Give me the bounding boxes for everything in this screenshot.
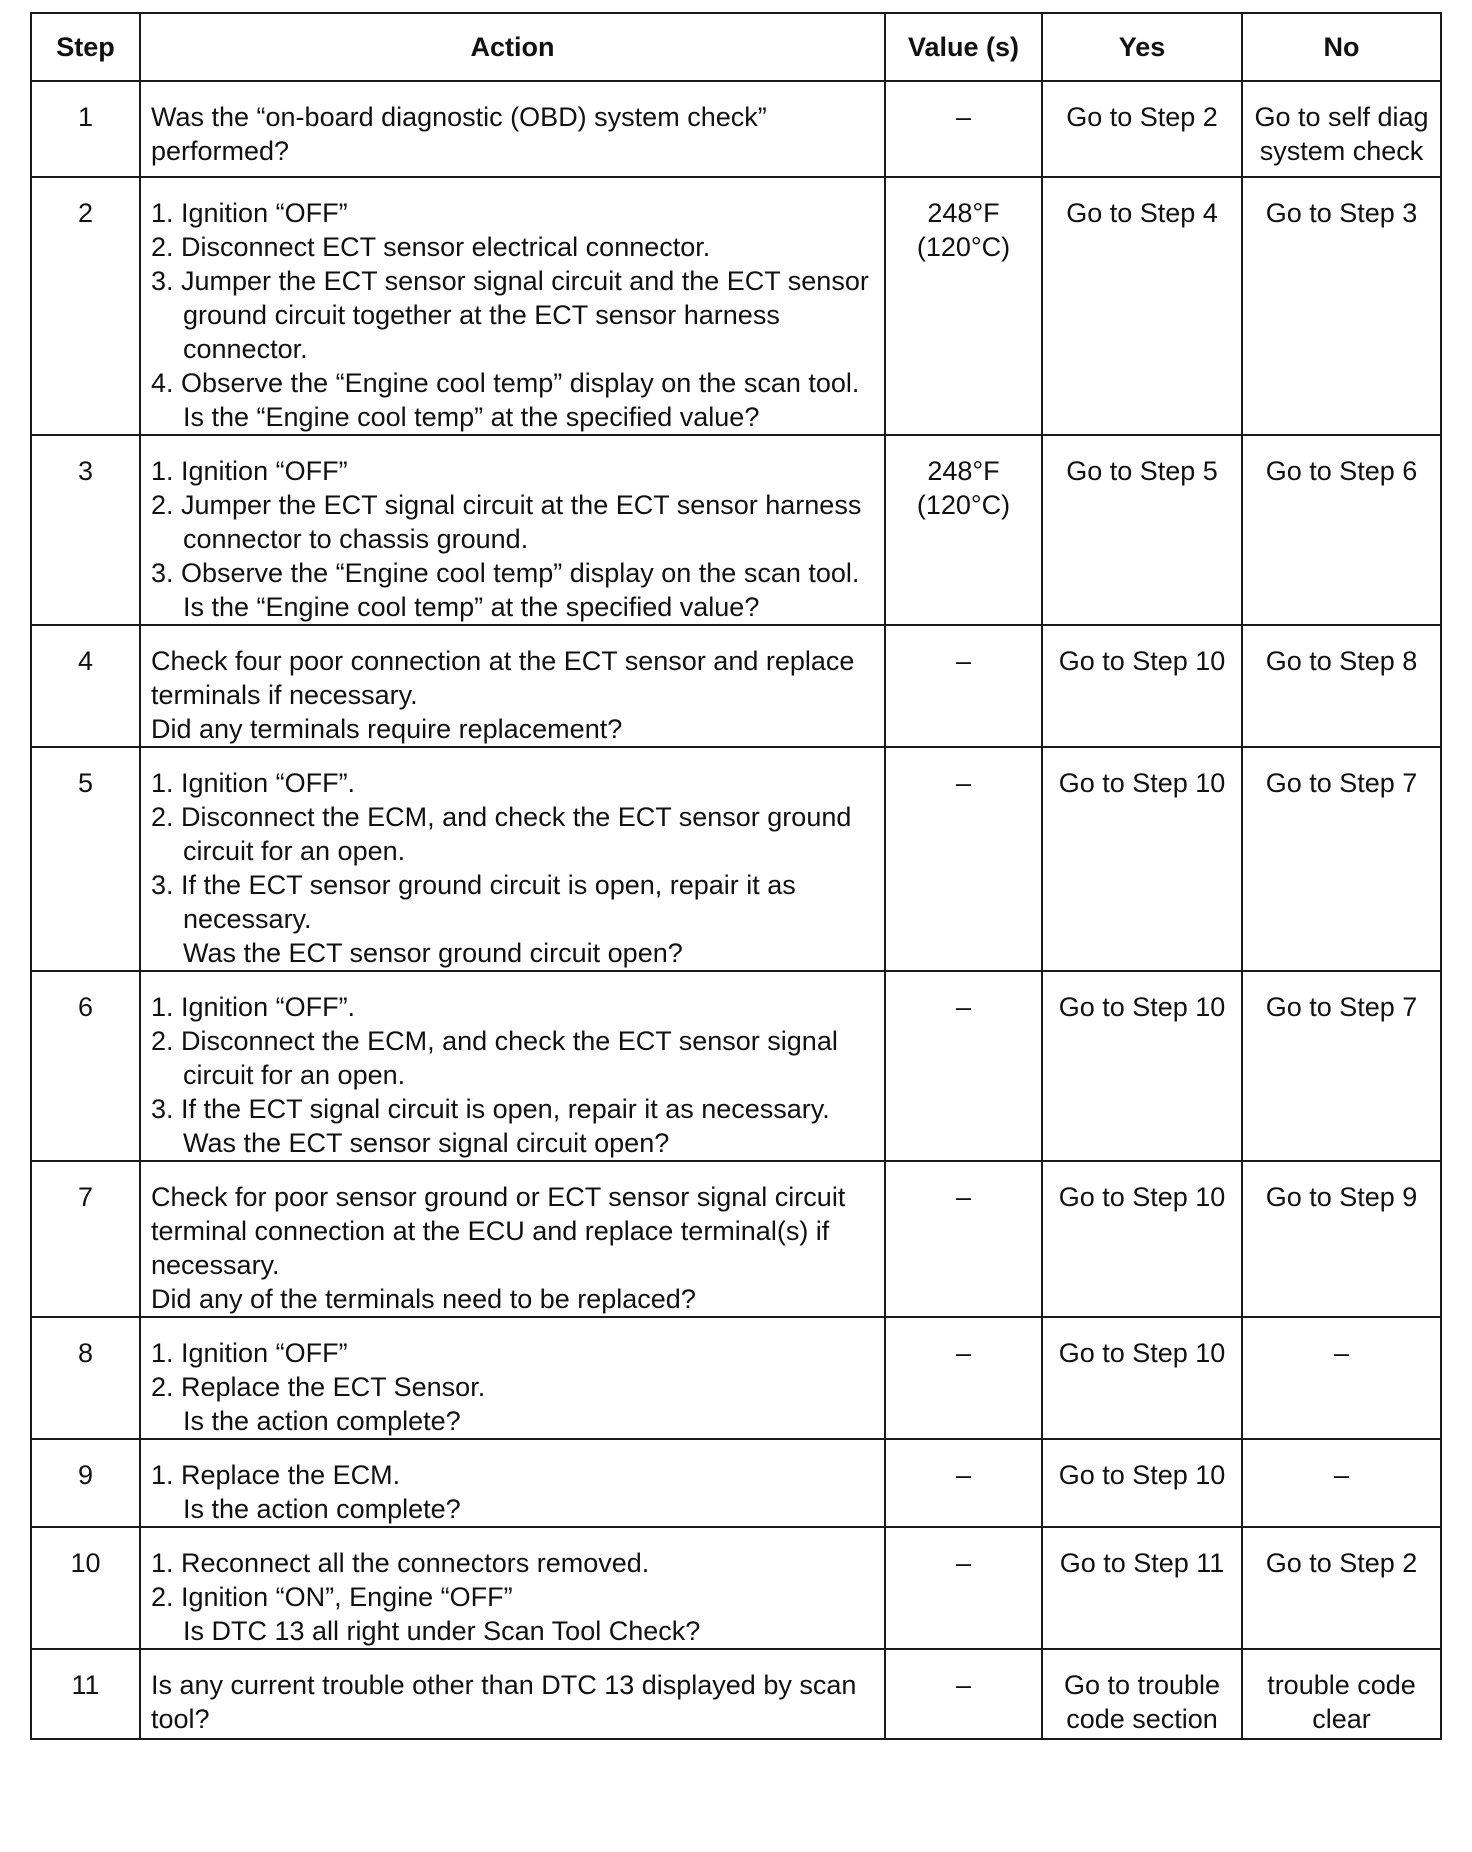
action-line: terminals if necessary. [151, 680, 418, 710]
action-line: Is any current trouble other than DTC 13 displayed by scan [151, 1670, 857, 1700]
action-line: 1. Ignition “OFF” [151, 456, 348, 486]
action-line: 2. Disconnect the ECM, and check the ECT sensor ground [151, 802, 852, 832]
step-cell: 9 [31, 1439, 140, 1527]
action-line: 1. Ignition “OFF” [151, 1338, 348, 1368]
no-cell-line: Go to Step 2 [1265, 1548, 1418, 1578]
no-cell-line: clear [1312, 1704, 1371, 1734]
step-cell: 5 [31, 747, 140, 971]
table-row [31, 81, 1441, 177]
value-cell [885, 81, 1042, 177]
action-line: 2. Ignition “ON”, Engine “OFF” [151, 1582, 513, 1612]
no-cell-line: – [1333, 1460, 1350, 1490]
table-row [31, 1161, 1441, 1317]
action-line: 2. Disconnect ECT sensor electrical connector. [151, 232, 711, 262]
table-row [31, 1649, 1441, 1739]
value-cell-line: – [955, 1182, 972, 1212]
yes-cell-line: Go to Step 10 [1058, 646, 1226, 676]
action-line: 2. Replace the ECT Sensor. [151, 1372, 486, 1402]
action-cell [140, 1439, 885, 1527]
value-cell [885, 435, 1042, 625]
yes-cell [1042, 1649, 1242, 1739]
step-cell: 7 [31, 1161, 140, 1317]
step-cell: 2 [31, 177, 140, 435]
yes-cell-line: Go to Step 2 [1066, 102, 1218, 132]
yes-cell-line: Go to Step 10 [1058, 1182, 1226, 1212]
action-line: 3. If the ECT sensor ground circuit is open, repair it as [151, 870, 796, 900]
table-row [31, 971, 1441, 1161]
yes-cell-line: Go to Step 5 [1066, 456, 1218, 486]
value-cell-line: – [955, 1548, 972, 1578]
value-cell-line: – [955, 1460, 972, 1490]
action-line: Was the ECT sensor signal circuit open? [183, 1128, 670, 1158]
table-body [31, 81, 1441, 1739]
action-line: Is DTC 13 all right under Scan Tool Check? [183, 1616, 701, 1646]
action-cell [140, 1527, 885, 1649]
action-cell [140, 81, 885, 177]
no-cell-line: Go to Step 9 [1265, 1182, 1418, 1212]
value-cell [885, 1649, 1042, 1739]
yes-cell [1042, 1439, 1242, 1527]
header-action: Action [140, 13, 885, 81]
yes-cell-line: code section [1066, 1704, 1218, 1734]
value-cell-line: – [955, 992, 972, 1022]
no-cell [1242, 1649, 1441, 1739]
action-line: necessary. [151, 1250, 280, 1280]
action-line: Is the action complete? [183, 1494, 461, 1524]
value-cell-line: (120°C) [916, 490, 1011, 520]
table-row [31, 435, 1441, 625]
table-row [31, 1527, 1441, 1649]
action-line: Is the “Engine cool temp” at the specified value? [183, 402, 760, 432]
action-line: 1. Ignition “OFF” [151, 198, 348, 228]
step-cell: 11 [31, 1649, 140, 1739]
table-row [31, 747, 1441, 971]
value-cell [885, 177, 1042, 435]
action-line: 4. Observe the “Engine cool temp” display on the scan tool. [151, 368, 860, 398]
action-line: Check four poor connection at the ECT sensor and replace [151, 646, 855, 676]
action-line: Is the “Engine cool temp” at the specified value? [183, 592, 760, 622]
action-cell [140, 435, 885, 625]
action-line: performed? [151, 136, 290, 166]
value-cell [885, 1439, 1042, 1527]
action-line: Check for poor sensor ground or ECT sensor signal circuit [151, 1182, 846, 1212]
yes-cell-line: Go to Step 10 [1058, 1338, 1226, 1368]
no-cell [1242, 747, 1441, 971]
no-cell [1242, 435, 1441, 625]
action-line: 1. Ignition “OFF”. [151, 992, 356, 1022]
no-cell [1242, 1439, 1441, 1527]
table-row [31, 625, 1441, 747]
header-step: Step [31, 13, 140, 81]
no-cell [1242, 1527, 1441, 1649]
action-line: Was the ECT sensor ground circuit open? [183, 938, 683, 968]
no-cell-line: Go to Step 3 [1265, 198, 1418, 228]
step-cell: 8 [31, 1317, 140, 1439]
no-cell [1242, 971, 1441, 1161]
value-cell [885, 625, 1042, 747]
yes-cell-line: Go to Step 10 [1058, 992, 1226, 1022]
action-line: 3. Jumper the ECT sensor signal circuit and the ECT sensor [151, 266, 869, 296]
action-cell [140, 1161, 885, 1317]
diagnostic-table [30, 12, 1442, 1740]
yes-cell-line: Go to Step 4 [1066, 198, 1218, 228]
header-value: Value (s) [885, 13, 1042, 81]
yes-cell [1042, 435, 1242, 625]
step-cell: 4 [31, 625, 140, 747]
action-line: Did any of the terminals need to be replaced? [151, 1284, 696, 1314]
no-cell [1242, 1317, 1441, 1439]
action-cell [140, 177, 885, 435]
value-cell [885, 1317, 1042, 1439]
no-cell-line: Go to Step 7 [1265, 992, 1418, 1022]
yes-cell [1042, 177, 1242, 435]
value-cell-line: 248°F [927, 456, 1000, 486]
yes-cell-line: Go to Step 10 [1058, 1460, 1226, 1490]
action-line: necessary. [183, 904, 312, 934]
value-cell [885, 971, 1042, 1161]
action-cell [140, 971, 885, 1161]
no-cell [1242, 625, 1441, 747]
yes-cell [1042, 81, 1242, 177]
yes-cell [1042, 625, 1242, 747]
value-cell-line: – [955, 646, 972, 676]
step-cell: 6 [31, 971, 140, 1161]
action-line: 1. Ignition “OFF”. [151, 768, 356, 798]
no-cell-line: Go to Step 6 [1265, 456, 1418, 486]
action-line: 2. Disconnect the ECM, and check the ECT sensor signal [151, 1026, 838, 1056]
no-cell-line: Go to Step 8 [1265, 646, 1418, 676]
no-cell-line: system check [1259, 136, 1424, 166]
value-cell-line: – [955, 1338, 972, 1368]
step-cell: 3 [31, 435, 140, 625]
action-line: 3. Observe the “Engine cool temp” display on the scan tool. [151, 558, 860, 588]
action-line: connector. [183, 334, 308, 364]
yes-cell [1042, 1161, 1242, 1317]
no-cell-line: – [1333, 1338, 1350, 1368]
action-line: 3. If the ECT signal circuit is open, repair it as necessary. [151, 1094, 830, 1124]
value-cell-line: – [955, 768, 972, 798]
header-yes: Yes [1042, 13, 1242, 81]
value-cell-line: (120°C) [916, 232, 1011, 262]
table-row [31, 1439, 1441, 1527]
no-cell-line: Go to self diag [1254, 102, 1429, 132]
action-line: 1. Reconnect all the connectors removed. [151, 1548, 650, 1578]
action-line: circuit for an open. [183, 836, 406, 866]
step-cell: 1 [31, 81, 140, 177]
yes-cell-line: Go to Step 11 [1059, 1548, 1225, 1578]
action-cell [140, 625, 885, 747]
action-line: connector to chassis ground. [183, 524, 529, 554]
no-cell [1242, 177, 1441, 435]
yes-cell-line: Go to trouble [1063, 1670, 1221, 1700]
value-cell [885, 747, 1042, 971]
action-line: 2. Jumper the ECT signal circuit at the ECT sensor harness [151, 490, 862, 520]
table-row [31, 1317, 1441, 1439]
value-cell-line: – [955, 1670, 972, 1700]
action-line: tool? [151, 1704, 210, 1734]
step-cell: 10 [31, 1527, 140, 1649]
action-cell [140, 1317, 885, 1439]
yes-cell [1042, 1317, 1242, 1439]
action-line: Did any terminals require replacement? [151, 714, 623, 744]
no-cell [1242, 81, 1441, 177]
action-line: Was the “on-board diagnostic (OBD) system check” [151, 102, 767, 132]
table-row [31, 177, 1441, 435]
yes-cell [1042, 971, 1242, 1161]
value-cell-line: 248°F [927, 198, 1000, 228]
no-cell [1242, 1161, 1441, 1317]
no-cell-line: trouble code [1267, 1670, 1416, 1700]
action-line: 1. Replace the ECM. [151, 1460, 401, 1490]
yes-cell [1042, 747, 1242, 971]
action-cell [140, 1649, 885, 1739]
action-line: circuit for an open. [183, 1060, 406, 1090]
no-cell-line: Go to Step 7 [1265, 768, 1418, 798]
value-cell-line: – [955, 102, 972, 132]
action-cell [140, 747, 885, 971]
header-row [31, 13, 1441, 81]
yes-cell-line: Go to Step 10 [1058, 768, 1226, 798]
value-cell [885, 1161, 1042, 1317]
action-line: ground circuit together at the ECT sensor harness [183, 300, 780, 330]
value-cell [885, 1527, 1042, 1649]
action-line: terminal connection at the ECU and replace terminal(s) if [151, 1216, 830, 1246]
yes-cell [1042, 1527, 1242, 1649]
action-line: Is the action complete? [183, 1406, 461, 1436]
header-no: No [1242, 13, 1441, 81]
